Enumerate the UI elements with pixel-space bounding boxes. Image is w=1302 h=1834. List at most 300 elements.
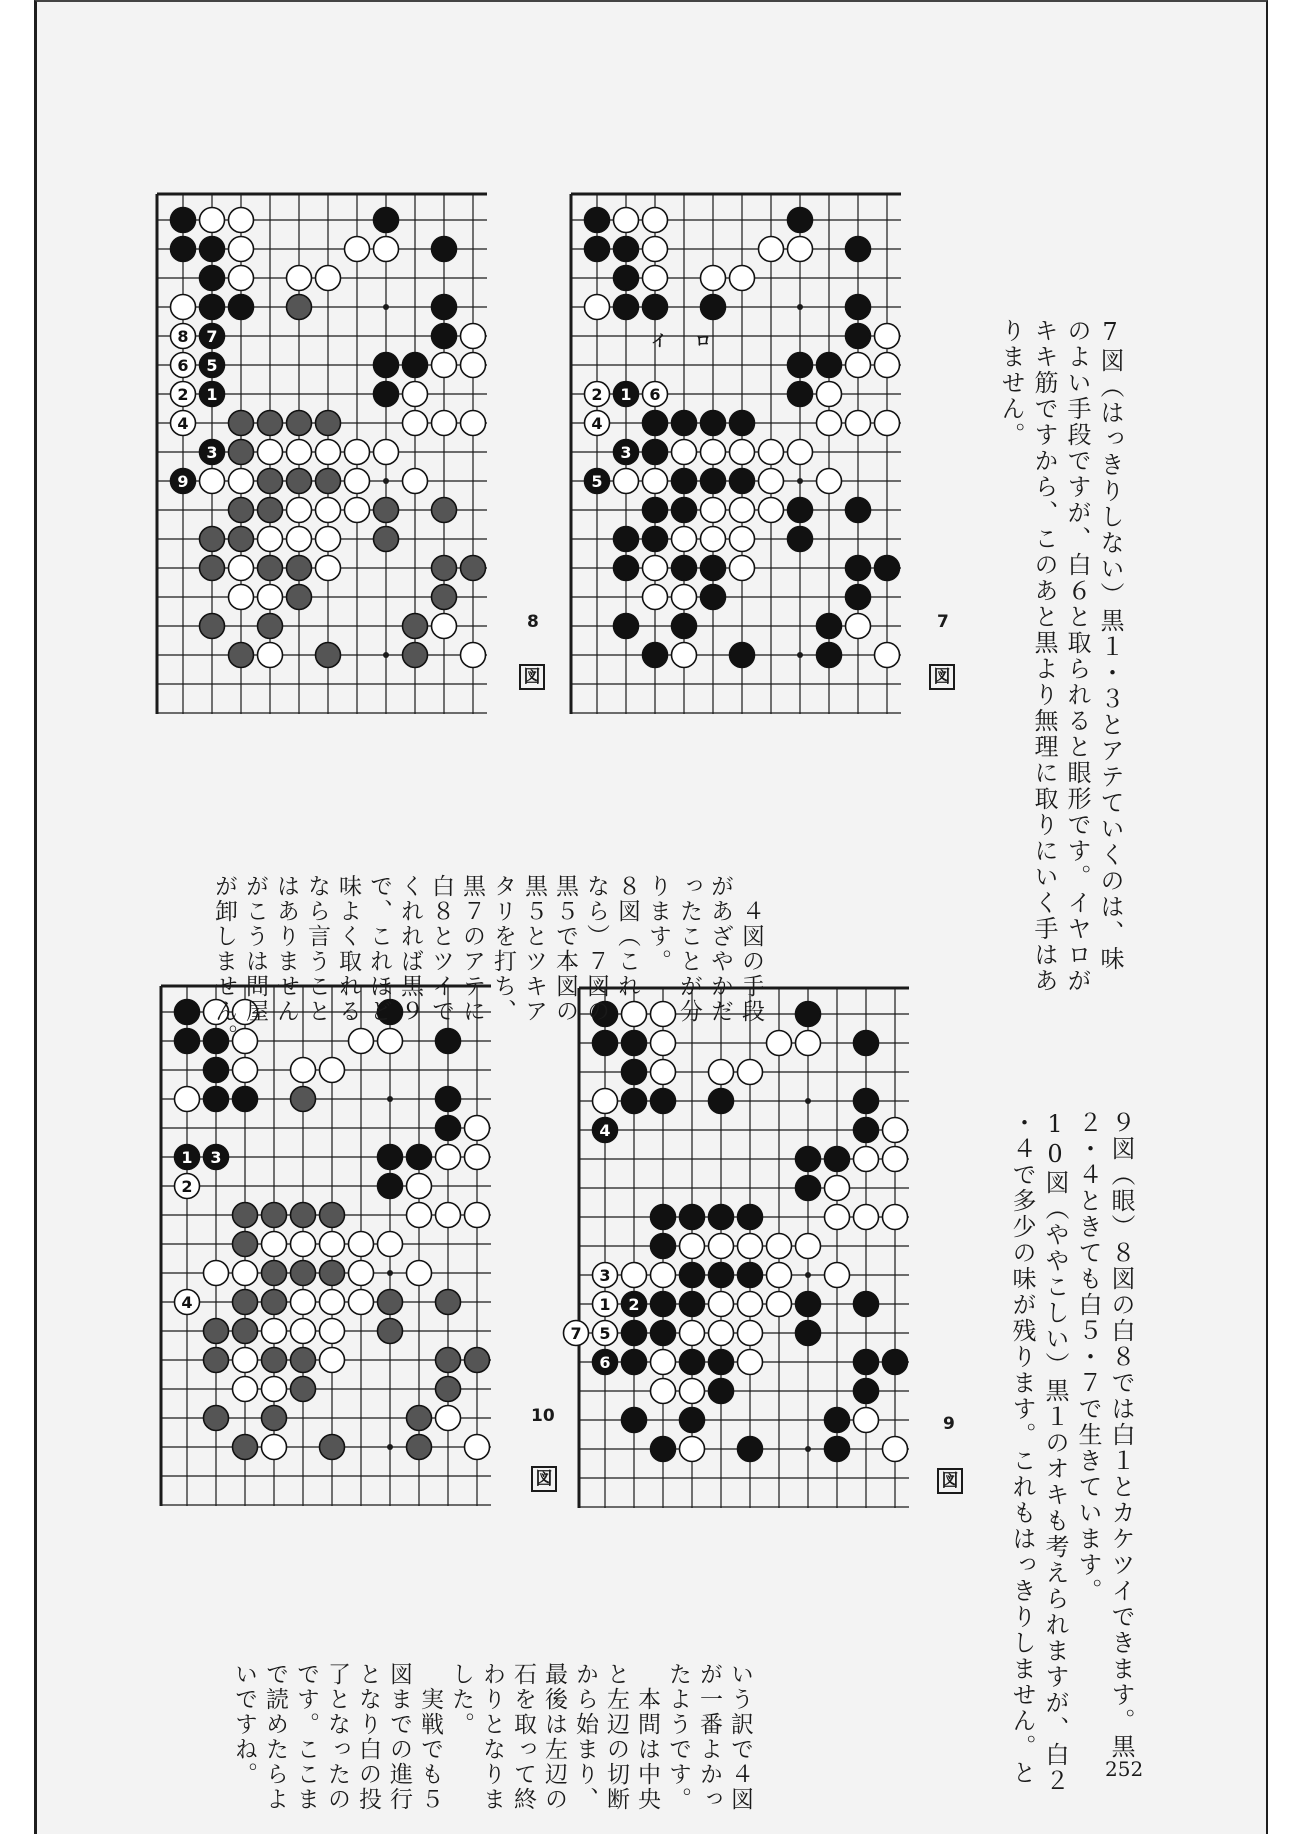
black-stone <box>432 237 457 262</box>
black-stone <box>796 1002 821 1027</box>
black-stone <box>846 237 871 262</box>
white-stone <box>651 1031 676 1056</box>
black-stone <box>291 1203 316 1228</box>
black-stone <box>204 1058 229 1083</box>
white-stone <box>461 643 486 668</box>
fig10-text-line: と左辺の切断 <box>603 1662 629 1812</box>
black-stone <box>854 1292 879 1317</box>
white-stone <box>643 585 668 610</box>
white-stone <box>233 1058 258 1083</box>
white-stone <box>320 1232 345 1257</box>
black-stone <box>175 1000 200 1025</box>
white-stone <box>759 440 784 465</box>
fig9-number: 9 <box>943 1414 955 1434</box>
black-stone <box>229 295 254 320</box>
white-stone <box>701 266 726 291</box>
go-board-fig8 <box>157 194 487 714</box>
black-stone <box>788 498 813 523</box>
white-stone <box>875 411 900 436</box>
black-stone <box>788 208 813 233</box>
star-point <box>797 478 803 484</box>
white-stone <box>767 1292 792 1317</box>
black-stone <box>709 1089 734 1114</box>
black-stone <box>291 1087 316 1112</box>
move-number: 4 <box>599 1121 611 1140</box>
white-stone <box>229 469 254 494</box>
white-stone <box>709 1234 734 1259</box>
black-stone <box>436 1029 461 1054</box>
white-stone <box>374 440 399 465</box>
black-stone <box>614 614 639 639</box>
black-stone <box>432 498 457 523</box>
black-stone <box>709 1350 734 1375</box>
black-stone <box>643 498 668 523</box>
white-stone <box>291 1290 316 1315</box>
black-stone <box>403 643 428 668</box>
move-number: 3 <box>210 1148 222 1167</box>
move-number: 5 <box>599 1324 611 1343</box>
white-stone <box>680 1321 705 1346</box>
black-stone <box>233 1203 258 1228</box>
black-stone <box>701 556 726 581</box>
white-stone <box>320 1348 345 1373</box>
white-stone <box>585 295 610 320</box>
white-stone <box>345 440 370 465</box>
white-stone <box>738 1321 763 1346</box>
move-number: 9 <box>177 472 189 491</box>
black-stone <box>316 411 341 436</box>
fig8-text-line: 白８とツイで <box>428 874 454 1024</box>
black-stone <box>672 556 697 581</box>
white-stone <box>258 527 283 552</box>
black-stone <box>796 1321 821 1346</box>
white-stone <box>316 440 341 465</box>
fig8-text-line: があざやかだ <box>707 874 733 1024</box>
white-stone <box>200 208 225 233</box>
black-stone <box>374 208 399 233</box>
white-stone <box>614 208 639 233</box>
black-stone <box>614 527 639 552</box>
white-stone <box>709 1060 734 1085</box>
white-stone <box>374 237 399 262</box>
star-point <box>805 1272 811 1278</box>
white-stone <box>883 1118 908 1143</box>
white-stone <box>643 556 668 581</box>
fig8-text-line: ります。 <box>645 874 671 974</box>
black-stone <box>622 1089 647 1114</box>
move-number: 1 <box>620 385 632 404</box>
fig7-label-i: イ <box>651 331 668 350</box>
black-stone <box>229 411 254 436</box>
fig8-text-line: で、これほど <box>366 874 392 1024</box>
black-stone <box>204 1319 229 1344</box>
fig8-text-line: ４図の手段 <box>738 874 764 1024</box>
white-stone <box>436 1406 461 1431</box>
black-stone <box>432 295 457 320</box>
white-stone <box>349 1290 374 1315</box>
move-number: 7 <box>206 327 218 346</box>
fig8-commentary <box>177 762 797 1049</box>
move-number: 1 <box>599 1295 611 1314</box>
black-stone <box>680 1292 705 1317</box>
black-stone <box>378 1319 403 1344</box>
black-stone <box>854 1350 879 1375</box>
white-stone <box>788 440 813 465</box>
fig8-text-line: なら）７図の <box>583 874 609 1024</box>
black-stone <box>258 469 283 494</box>
fig8-text-line: 黒５とツキア <box>521 874 547 1024</box>
black-stone <box>796 1292 821 1317</box>
white-stone <box>407 1203 432 1228</box>
black-stone <box>320 1435 345 1460</box>
star-point <box>387 1270 393 1276</box>
white-stone <box>316 266 341 291</box>
white-stone <box>796 1031 821 1056</box>
black-stone <box>171 237 196 262</box>
fig10-text-line: から始まり、 <box>572 1662 598 1812</box>
fig7-label-ro: ロ <box>695 331 712 350</box>
black-stone <box>825 1147 850 1172</box>
white-stone <box>730 440 755 465</box>
black-stone <box>204 1348 229 1373</box>
black-stone <box>846 556 871 581</box>
black-stone <box>229 643 254 668</box>
fig9-text-line: 10図（ややこしい）黒１のオキも考えられますが、白２ <box>1041 1110 1069 1794</box>
black-stone <box>730 469 755 494</box>
white-stone <box>738 1060 763 1085</box>
fig8-text-line: がこうは問屋 <box>242 874 268 1024</box>
move-number: 6 <box>599 1353 611 1372</box>
white-stone <box>672 643 697 668</box>
black-stone <box>680 1350 705 1375</box>
white-stone <box>701 498 726 523</box>
white-stone <box>229 585 254 610</box>
fig7-text-line: りません。 <box>997 318 1025 448</box>
fig10-commentary <box>197 1550 786 1812</box>
white-stone <box>846 353 871 378</box>
fig7-text-line: 7図（はっきりしない）黒１・３とアテていくのは、味 <box>1096 318 1124 972</box>
white-stone <box>738 1292 763 1317</box>
move-number: 3 <box>206 443 218 462</box>
star-point <box>383 478 389 484</box>
white-stone <box>788 237 813 262</box>
black-stone <box>233 1435 258 1460</box>
black-stone <box>262 1203 287 1228</box>
black-stone <box>709 1379 734 1404</box>
fig9-text-line: ２・４ときても白５・７で生きています。 <box>1074 1110 1102 1604</box>
black-stone <box>403 353 428 378</box>
white-stone <box>651 1350 676 1375</box>
black-stone <box>258 411 283 436</box>
fig10-text-line: 実戦でも５ <box>417 1662 443 1812</box>
fig8-text-line: 黒５で本図の <box>552 874 578 1024</box>
white-stone <box>759 469 784 494</box>
black-stone <box>432 324 457 349</box>
white-stone <box>680 1379 705 1404</box>
white-stone <box>233 1348 258 1373</box>
black-stone <box>622 1060 647 1085</box>
book-page <box>34 0 1268 1834</box>
star-point <box>383 304 389 310</box>
black-stone <box>643 643 668 668</box>
black-stone <box>200 266 225 291</box>
white-stone <box>320 1058 345 1083</box>
fig10-text-line: となり白の投 <box>355 1662 381 1812</box>
white-stone <box>378 1232 403 1257</box>
go-board-fig9 <box>570 988 909 1508</box>
black-stone <box>407 1435 432 1460</box>
white-stone <box>701 527 726 552</box>
white-stone <box>233 1261 258 1286</box>
fig7-commentary <box>961 198 1159 994</box>
white-stone <box>378 1029 403 1054</box>
move-number: 4 <box>181 1293 193 1312</box>
move-number: 5 <box>591 472 603 491</box>
white-stone <box>291 1319 316 1344</box>
black-stone <box>262 1348 287 1373</box>
move-number: 3 <box>620 443 632 462</box>
fig10-text-line: 最後は左辺の <box>541 1662 567 1812</box>
black-stone <box>465 1348 490 1373</box>
black-stone <box>287 556 312 581</box>
go-diagram-fig8 <box>157 194 541 714</box>
black-stone <box>643 295 668 320</box>
black-stone <box>796 1147 821 1172</box>
white-stone <box>316 498 341 523</box>
black-stone <box>461 556 486 581</box>
white-stone <box>349 1232 374 1257</box>
white-stone <box>465 1116 490 1141</box>
black-stone <box>374 353 399 378</box>
white-stone <box>258 643 283 668</box>
black-stone <box>709 1263 734 1288</box>
white-stone <box>262 1232 287 1257</box>
white-stone <box>407 1261 432 1286</box>
black-stone <box>854 1031 879 1056</box>
fig10-number: 10 <box>531 1406 555 1426</box>
white-stone <box>622 1002 647 1027</box>
black-stone <box>788 382 813 407</box>
black-stone <box>407 1406 432 1431</box>
fig8-text-line: 黒７のアテに <box>459 874 485 1024</box>
white-stone <box>643 208 668 233</box>
fig8-text-line: タリを打ち、 <box>490 874 516 1024</box>
black-stone <box>709 1205 734 1230</box>
black-stone <box>374 382 399 407</box>
move-number: 6 <box>649 385 661 404</box>
black-stone <box>200 237 225 262</box>
white-stone <box>767 1263 792 1288</box>
white-stone <box>643 266 668 291</box>
white-stone <box>651 1060 676 1085</box>
black-stone <box>258 556 283 581</box>
fig10-text-line: いですね。 <box>231 1662 257 1787</box>
black-stone <box>651 1205 676 1230</box>
white-stone <box>229 266 254 291</box>
move-number: 3 <box>599 1266 611 1285</box>
go-board-fig10 <box>161 986 491 1506</box>
black-stone <box>846 585 871 610</box>
black-stone <box>585 208 610 233</box>
star-point <box>387 1444 393 1450</box>
page-number: 252 <box>1105 1757 1144 1781</box>
white-stone <box>291 1232 316 1257</box>
black-stone <box>436 1087 461 1112</box>
black-stone <box>262 1261 287 1286</box>
white-stone <box>672 585 697 610</box>
black-stone <box>614 556 639 581</box>
white-stone <box>709 1292 734 1317</box>
move-number: 1 <box>181 1148 193 1167</box>
go-board-fig7 <box>571 194 901 714</box>
black-stone <box>643 440 668 465</box>
white-stone <box>709 1321 734 1346</box>
black-stone <box>622 1408 647 1433</box>
white-stone <box>461 353 486 378</box>
white-stone <box>759 498 784 523</box>
white-stone <box>738 1234 763 1259</box>
black-stone <box>287 469 312 494</box>
black-stone <box>320 1203 345 1228</box>
black-stone <box>701 469 726 494</box>
white-stone <box>730 556 755 581</box>
black-stone <box>291 1261 316 1286</box>
move-number: 4 <box>591 414 603 433</box>
white-stone <box>287 498 312 523</box>
white-stone <box>403 382 428 407</box>
black-stone <box>680 1263 705 1288</box>
white-stone <box>614 469 639 494</box>
move-number: 8 <box>177 327 189 346</box>
white-stone <box>854 1408 879 1433</box>
go-diagram-fig9 <box>570 988 959 1508</box>
black-stone <box>651 1292 676 1317</box>
black-stone <box>622 1321 647 1346</box>
black-stone <box>672 614 697 639</box>
black-stone <box>622 1031 647 1056</box>
white-stone <box>461 411 486 436</box>
white-stone <box>258 585 283 610</box>
fig10-text-line: わりとなりま <box>479 1662 505 1812</box>
white-stone <box>825 1263 850 1288</box>
fig10-text-line: が一番よかっ <box>696 1662 722 1812</box>
black-stone <box>825 1408 850 1433</box>
fig9-text-line: ９図（眼）８図の白８では白１とカケツイできます。黒 <box>1107 1110 1135 1760</box>
white-stone <box>767 1234 792 1259</box>
move-number: 2 <box>177 385 189 404</box>
white-stone <box>875 353 900 378</box>
black-stone <box>701 295 726 320</box>
white-stone <box>817 382 842 407</box>
white-stone <box>825 1205 850 1230</box>
white-stone <box>680 1437 705 1462</box>
fig10-kanji: 図 <box>531 1466 557 1492</box>
black-stone <box>651 1437 676 1462</box>
fig8-kanji: 図 <box>519 664 545 690</box>
fig10-text-line: 了となったの <box>324 1662 350 1812</box>
black-stone <box>200 295 225 320</box>
black-stone <box>432 556 457 581</box>
black-stone <box>643 527 668 552</box>
white-stone <box>643 469 668 494</box>
move-number: 2 <box>628 1295 640 1314</box>
black-stone <box>738 1263 763 1288</box>
black-stone <box>233 1087 258 1112</box>
star-point <box>805 1446 811 1452</box>
white-stone <box>287 266 312 291</box>
black-stone <box>614 295 639 320</box>
white-stone <box>465 1145 490 1170</box>
star-point <box>797 652 803 658</box>
white-stone <box>229 208 254 233</box>
fig8-number: 8 <box>527 612 539 632</box>
white-stone <box>738 1350 763 1375</box>
white-stone <box>680 1234 705 1259</box>
white-stone <box>436 1203 461 1228</box>
black-stone <box>593 1031 618 1056</box>
white-stone <box>320 1319 345 1344</box>
white-stone <box>883 1205 908 1230</box>
white-stone <box>432 614 457 639</box>
black-stone <box>701 411 726 436</box>
fig8-text-line: ８図（これ <box>614 874 640 999</box>
fig9-text-line: ・４で多少の味が残ります。これもはっきりしません。と <box>1008 1110 1036 1786</box>
black-stone <box>651 1234 676 1259</box>
fig8-text-line: が卸しません。 <box>211 874 237 1049</box>
black-stone <box>738 1437 763 1462</box>
black-stone <box>378 1290 403 1315</box>
black-stone <box>875 556 900 581</box>
fig10-text-line: 図までの進行 <box>386 1662 412 1812</box>
black-stone <box>229 498 254 523</box>
black-stone <box>730 411 755 436</box>
black-stone <box>378 1145 403 1170</box>
move-number: 1 <box>206 385 218 404</box>
white-stone <box>651 1379 676 1404</box>
fig10-text-line: たようです。 <box>665 1662 691 1812</box>
white-stone <box>730 498 755 523</box>
fig7-kanji: 図 <box>929 664 955 690</box>
white-stone <box>432 411 457 436</box>
fig7-text-line: のよい手段ですが、白６と取られると眼形です。イヤロが <box>1063 318 1091 994</box>
fig8-text-line: はありません <box>273 874 299 1024</box>
white-stone <box>287 440 312 465</box>
black-stone <box>204 1087 229 1112</box>
fig8-text-line: ったことが分 <box>676 874 702 1024</box>
white-stone <box>345 469 370 494</box>
black-stone <box>316 643 341 668</box>
black-stone <box>883 1350 908 1375</box>
black-stone <box>287 411 312 436</box>
white-stone <box>465 1435 490 1460</box>
black-stone <box>374 527 399 552</box>
white-stone <box>854 1147 879 1172</box>
black-stone <box>846 324 871 349</box>
fig9-kanji: 図 <box>937 1468 963 1494</box>
white-stone <box>316 556 341 581</box>
black-stone <box>374 498 399 523</box>
black-stone <box>262 1406 287 1431</box>
black-stone <box>680 1205 705 1230</box>
black-stone <box>817 353 842 378</box>
black-stone <box>229 440 254 465</box>
white-stone <box>465 1203 490 1228</box>
black-stone <box>171 208 196 233</box>
black-stone <box>796 1176 821 1201</box>
black-stone <box>672 469 697 494</box>
white-stone <box>229 237 254 262</box>
black-stone <box>788 527 813 552</box>
